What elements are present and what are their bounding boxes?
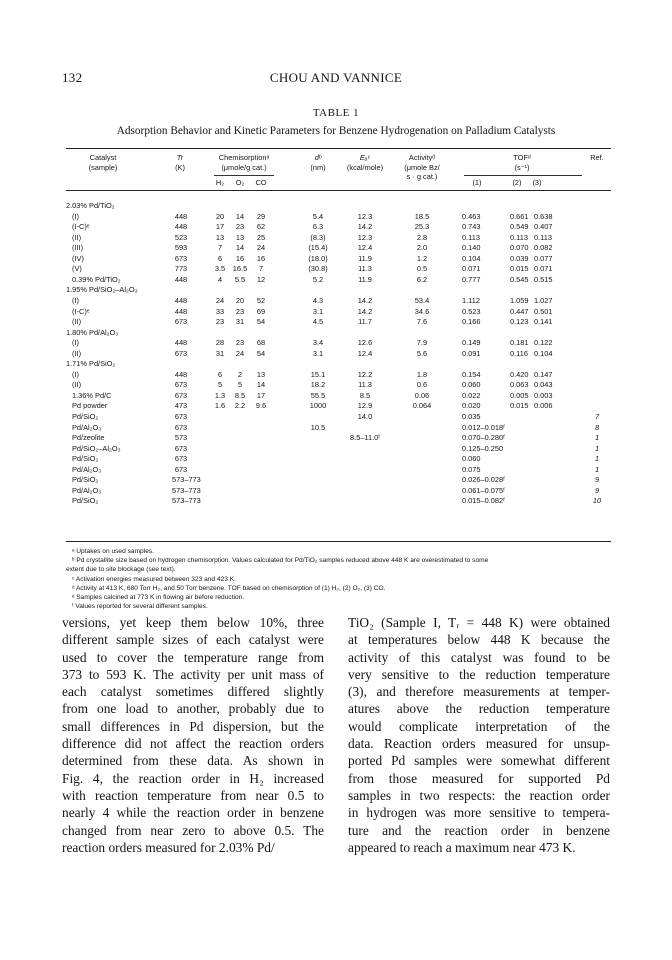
row-catalyst: (V) — [72, 264, 82, 274]
header-tof: TOFᵈ (s⁻¹) — [513, 153, 531, 172]
row-catalyst: 1.71% Pd/SiO₂ — [66, 359, 116, 369]
row-tr: 448 — [174, 306, 188, 316]
row-h2: 6 — [217, 253, 223, 263]
body-text-line: changed from near zero to above 0.5. The — [62, 822, 324, 838]
row-ref: 1 — [594, 433, 600, 443]
row-catalyst: (II) — [72, 232, 82, 242]
body-text-line: very sensitive to the reduction temperature — [348, 666, 610, 682]
row-t2: 0.039 — [510, 253, 529, 263]
row-d: 55.5 — [310, 390, 326, 400]
header-ea: Eₐᶜ (kcal/mole) — [346, 153, 384, 172]
row-catalyst: (II) — [72, 380, 82, 390]
header-tr: Tr (K) — [175, 153, 185, 172]
row-t3: 0.003 — [534, 390, 553, 400]
row-catalyst: (I-C)ᵉ — [72, 222, 90, 232]
row-catalyst: 1.80% Pd/Al₂O₃ — [66, 327, 119, 337]
row-ea: 14.2 — [357, 306, 373, 316]
row-t1: 0.777 — [462, 274, 481, 284]
row-t1: 0.060 — [462, 380, 481, 390]
table-label: TABLE 1 — [312, 107, 360, 119]
row-t2: 0.113 — [510, 232, 528, 242]
row-t2: 0.420 — [510, 369, 529, 379]
row-act: 2.0 — [416, 243, 428, 253]
row-t2: 0.181 — [510, 338, 529, 348]
row-t1: 0.022 — [462, 390, 481, 400]
row-o2: 8.5 — [234, 390, 246, 400]
row-ref: 1 — [594, 454, 600, 464]
table-footnotes — [66, 547, 611, 611]
row-o2: 2.2 — [234, 401, 246, 411]
row-ref: 1 — [594, 464, 600, 474]
row-t1: 0.104 — [462, 253, 481, 263]
row-t2: 0.063 — [510, 380, 529, 390]
row-tr: 673 — [174, 412, 188, 421]
row-co: 54 — [256, 348, 266, 358]
row-ea: 11.7 — [358, 317, 372, 327]
row-act: 6.2 — [416, 274, 428, 284]
row-o2: 23 — [235, 222, 245, 232]
row-ea: 12.3 — [357, 211, 373, 221]
body-text-line: activity of this catalyst was found to be — [348, 649, 610, 665]
row-catalyst: 1.95% Pd/SiO₂–Al₂O₃ — [66, 285, 138, 295]
row-d: 15.1 — [310, 369, 326, 379]
row-t2: 0.545 — [510, 274, 529, 284]
row-catalyst: (II) — [72, 317, 82, 327]
header-d: dᵇ (nm) — [310, 153, 326, 172]
row-h2: 24 — [215, 295, 225, 305]
row-h2: 1.3 — [214, 390, 226, 400]
row-t3: 1.027 — [534, 295, 553, 305]
row-d: 3.1 — [312, 306, 324, 316]
row-co: 29 — [256, 211, 266, 221]
row-d: 3.1 — [312, 348, 324, 358]
row-t3: 0.082 — [534, 243, 553, 253]
row-tr: 573–773 — [172, 496, 201, 506]
row-t1: 0.113 — [462, 232, 480, 242]
header-co: CO — [255, 178, 267, 187]
row-ea: 14.2 — [357, 295, 373, 305]
row-h2: 33 — [215, 306, 225, 316]
row-h2: 13 — [215, 232, 225, 242]
row-act: 1.8 — [416, 369, 428, 379]
row-t3: 0.077 — [534, 253, 553, 263]
footnote-d: ᵈ Activity at 413 K, 680 Torr H₂, and 50 Torr benzene. TOF based on chemisorption of (1) H₂, (2) O₂, (3) CO. — [72, 584, 386, 592]
body-text-line: from those measured for supported Pd — [348, 770, 610, 786]
chemisorption-sub-rule — [214, 175, 274, 176]
row-d: 6.3 — [312, 222, 324, 232]
table-caption: Adsorption Behavior and Kinetic Parameters for Benzene Hydrogenation on Palladium Catalysts — [116, 125, 556, 137]
row-o2: 24 — [235, 348, 245, 358]
body-text-line: ture and the reaction order in benzene — [348, 822, 610, 838]
row-act: 5.6 — [416, 348, 428, 358]
body-text-line: appeared to reach a maximum near 473 K. — [348, 839, 576, 855]
row-h2: 1.6 — [214, 401, 226, 411]
row-d: 4.3 — [312, 295, 324, 305]
body-text-line: samples in two respects: the reaction order — [348, 787, 610, 803]
body-text-line: reaction orders measured for 2.03% Pd/ — [62, 839, 275, 855]
row-tr: 673 — [174, 390, 188, 400]
row-act: 2.8 — [416, 232, 428, 242]
row-catalyst: 1.36% Pd/C — [72, 390, 112, 400]
row-o2: 5.5 — [234, 274, 246, 284]
body-text-line: atures above the reduction temperature — [348, 701, 610, 717]
row-co: 68 — [256, 338, 266, 348]
body-text-line: would complicate interpretation of the — [348, 718, 610, 734]
row-o2: 14 — [235, 211, 245, 221]
row-catalyst: Pd/SiO₂ — [72, 412, 99, 421]
row-h2: 5 — [217, 380, 223, 390]
row-o2: 23 — [235, 306, 245, 316]
row-t3: 0.141 — [534, 317, 553, 327]
body-text-line: small differences in Pd dispersion, but the — [62, 718, 324, 734]
row-catalyst: Pd/SiO₂ — [72, 454, 99, 464]
row-catalyst: (I) — [72, 369, 79, 379]
row-tr: 673 — [174, 253, 188, 263]
row-t1: 0.060 — [462, 454, 481, 464]
row-tr: 673 — [174, 443, 188, 453]
row-catalyst: (I) — [72, 295, 79, 305]
row-tr: 673 — [174, 422, 188, 432]
row-o2: 14 — [235, 243, 245, 253]
row-t1: 0.743 — [462, 222, 481, 232]
row-t3: 0.006 — [534, 401, 553, 411]
table-bottom-rule — [66, 541, 611, 542]
row-tr: 523 — [174, 232, 188, 242]
row-o2: 31 — [235, 317, 245, 327]
row-co: 12 — [256, 274, 266, 284]
body-text-line: used to cover the temperature range from — [62, 649, 324, 665]
row-catalyst: 2.03% Pd/TiO₂ — [66, 201, 115, 210]
row-tr: 573–773 — [172, 475, 201, 485]
row-co: 14 — [256, 380, 266, 390]
row-t3: 0.147 — [534, 369, 553, 379]
row-d: (18.0) — [308, 253, 328, 263]
row-tr: 673 — [174, 348, 188, 358]
body-text-line: data. Reaction orders measured for unsup- — [348, 736, 610, 752]
row-catalyst: (III) — [72, 243, 84, 253]
row-t1: 0.140 — [462, 243, 481, 253]
row-d: 18.2 — [310, 380, 326, 390]
row-ea: 14.0 — [357, 412, 373, 421]
row-act: 7.9 — [416, 338, 428, 348]
body-text-line: versions, yet keep them below 10%, three — [62, 615, 324, 630]
row-co: 69 — [256, 306, 266, 316]
row-ref: 9 — [594, 485, 600, 495]
row-t3: 0.043 — [534, 380, 553, 390]
row-catalyst: (I) — [72, 338, 79, 348]
row-t1: 0.091 — [462, 348, 481, 358]
row-h2: 23 — [215, 317, 225, 327]
row-act: 53.4 — [414, 295, 430, 305]
row-act: 0.6 — [416, 380, 428, 390]
body-text-left-column — [62, 614, 324, 856]
row-tr: 448 — [174, 274, 188, 284]
body-text-line: (3), and therefore measurements at temper- — [348, 684, 610, 700]
row-catalyst: Pd/Al₂O₃ — [72, 422, 102, 432]
row-act: 0.06 — [414, 390, 430, 400]
row-act: 7.6 — [416, 317, 428, 327]
row-h2: 3.5 — [214, 264, 226, 274]
row-tr: 573 — [174, 433, 188, 443]
body-text-line: TiO₂ (Sample I, Tᵣ = 448 K) were obtained — [348, 615, 610, 630]
row-tr: 448 — [174, 369, 188, 379]
row-act: 0.5 — [416, 264, 428, 274]
row-t1: 0.061–0.075ᶠ — [462, 485, 505, 495]
row-t2: 0.005 — [510, 390, 529, 400]
row-ea: 11.3 — [358, 380, 372, 390]
header-o2: O₂ — [235, 178, 245, 187]
header-tof-1: (1) — [472, 178, 482, 187]
row-tr: 448 — [174, 222, 188, 232]
row-t1: 0.523 — [462, 306, 481, 316]
row-o2: 2 — [237, 369, 243, 379]
row-t1: 0.125–0.250 — [462, 443, 504, 453]
footnote-b-cont: extent due to site blockage (see text). — [66, 566, 176, 574]
row-co: 17 — [256, 390, 266, 400]
body-text-line: in hydrogen was more sensitive to tempera- — [348, 805, 610, 821]
row-catalyst: (II) — [72, 348, 82, 358]
body-text-line: nearly 4 while the reaction order in benzene — [62, 805, 324, 821]
row-t1: 0.015–0.082ᶠ — [462, 496, 505, 506]
row-co: 52 — [256, 295, 266, 305]
row-tr: 448 — [174, 211, 188, 221]
row-tr: 593 — [174, 243, 188, 253]
footnote-b: ᵇ Pd crystallite size based on hydrogen chemisorption. Values calculated for Pd/TiO₂ samples reduced above 448 K are overestimated to some — [72, 557, 489, 565]
body-text-line: with reaction temperature from near 0.5 to — [62, 787, 324, 803]
row-t3: 0.501 — [534, 306, 553, 316]
body-text-line: difference did not affect the reaction orders — [62, 736, 324, 752]
row-t3: 0.071 — [534, 264, 553, 274]
page-header — [62, 70, 610, 86]
row-ea: 12.2 — [357, 369, 373, 379]
row-d: 3.4 — [312, 338, 324, 348]
row-catalyst: (I) — [72, 211, 79, 221]
row-ref: 8 — [594, 422, 600, 432]
row-co: 54 — [256, 317, 266, 327]
header-catalyst: Catalyst (sample) — [88, 153, 118, 172]
row-ea: 11.3 — [358, 264, 372, 274]
row-d: (15.4) — [308, 243, 328, 253]
body-text-line: different sample sizes of each catalyst were — [62, 632, 324, 648]
page-number: 132 — [62, 70, 83, 85]
row-t2: 0.661 — [510, 211, 529, 221]
row-act: 34.6 — [414, 306, 430, 316]
row-h2: 7 — [217, 243, 223, 253]
row-ea: 11.9 — [358, 274, 372, 284]
row-catalyst: Pd/SiO₂ — [72, 475, 99, 485]
body-text-line: 373 to 593 K. The activity per unit mass of — [62, 666, 324, 682]
row-act: 1.2 — [416, 253, 428, 263]
row-tr: 673 — [174, 464, 188, 474]
row-co: 7 — [258, 264, 264, 274]
row-h2: 4 — [217, 274, 223, 284]
row-ea: 8.5–11.0ᶠ — [350, 433, 380, 443]
row-tr: 673 — [174, 317, 188, 327]
row-t1: 0.075 — [462, 464, 481, 474]
row-ea: 8.5 — [359, 390, 371, 400]
row-catalyst: 0.39% Pd/TiO₂ — [72, 274, 121, 284]
row-ref: 10 — [592, 496, 602, 506]
row-ea: 12.4 — [357, 348, 373, 358]
body-text-line: ported Pd samples were somewhat different — [348, 753, 610, 769]
row-tr: 448 — [174, 295, 188, 305]
row-act: 25.3 — [414, 222, 430, 232]
row-t3: 0.407 — [534, 222, 553, 232]
row-catalyst: Pd/zeolite — [72, 433, 105, 443]
body-text-line: determined from these data. As shown in — [62, 753, 324, 769]
row-t2: 0.123 — [510, 317, 529, 327]
row-catalyst: (IV) — [72, 253, 84, 263]
row-t2: 0.447 — [510, 306, 529, 316]
row-o2: 5 — [237, 380, 243, 390]
row-h2: 28 — [215, 338, 225, 348]
row-ref: 9 — [594, 475, 600, 485]
row-ea: 12.4 — [357, 243, 373, 253]
row-co: 24 — [256, 243, 266, 253]
row-co: 9.6 — [255, 401, 267, 411]
row-d: 4.5 — [312, 317, 324, 327]
row-o2: 20 — [235, 295, 245, 305]
row-t1: 0.012–0.018ᶠ — [462, 422, 505, 432]
row-act: 0.064 — [412, 401, 432, 411]
row-ea: 12.9 — [357, 401, 373, 411]
row-d: (8.3) — [310, 232, 326, 242]
row-ea: 14.2 — [357, 222, 373, 232]
header-h2: H₂ — [215, 178, 225, 187]
row-t1: 0.463 — [462, 211, 481, 221]
row-t1: 0.070–0.280ᶠ — [462, 433, 505, 443]
body-text-line: from one load to another, probably due to — [62, 701, 324, 717]
row-t1: 1.112 — [462, 295, 480, 305]
row-d: 1000 — [309, 401, 327, 411]
row-t2: 0.116 — [510, 348, 528, 358]
row-o2: 16 — [235, 253, 245, 263]
row-t1: 0.166 — [462, 317, 481, 327]
row-tr: 673 — [174, 380, 188, 390]
row-o2: 16.5 — [232, 264, 248, 274]
footnote-a: ᵃ Uptakes on used samples. — [72, 548, 154, 555]
row-h2: 17 — [215, 222, 225, 232]
row-t2: 0.070 — [510, 243, 529, 253]
row-t2: 0.549 — [510, 222, 529, 232]
footnote-f: ᶠ Values reported for several different samples. — [72, 603, 208, 611]
row-tr: 448 — [174, 338, 188, 348]
row-h2: 31 — [215, 348, 225, 358]
row-ea: 11.9 — [358, 253, 372, 263]
row-t3: 0.515 — [534, 274, 553, 284]
row-t3: 0.104 — [534, 348, 553, 358]
header-ref: Ref. — [590, 153, 604, 162]
header-activity: Activityᵈ (μmole Bz/ s · g cat.) — [404, 153, 440, 181]
row-ea: 12.3 — [357, 232, 373, 242]
row-t1: 0.026–0.028ᶠ — [462, 475, 505, 485]
row-ref: 1 — [594, 443, 600, 453]
row-o2: 13 — [235, 232, 245, 242]
header-bottom-rule — [66, 190, 611, 191]
row-t3: 0.638 — [534, 211, 553, 221]
row-d: (30.8) — [308, 264, 328, 274]
row-act: 18.5 — [414, 211, 430, 221]
row-co: 25 — [256, 232, 266, 242]
row-co: 62 — [256, 222, 266, 232]
tof-sub-rule — [464, 175, 582, 176]
body-text-right-column — [348, 614, 610, 856]
row-o2: 23 — [235, 338, 245, 348]
body-text-line: at temperatures below 448 K because the — [348, 632, 610, 648]
row-catalyst: Pd/Al₂O₃ — [72, 485, 102, 495]
row-catalyst: Pd/SiO₂ — [72, 496, 99, 506]
row-catalyst: Pd/Al₂O₃ — [72, 464, 102, 474]
row-catalyst: Pd/SiO₂–Al₂O₃ — [72, 443, 121, 453]
row-h2: 20 — [215, 211, 225, 221]
row-t2: 0.015 — [510, 264, 529, 274]
row-t1: 0.035 — [462, 412, 481, 421]
row-ref: 7 — [594, 412, 600, 421]
row-tr: 773 — [174, 264, 188, 274]
table-top-rule — [66, 148, 611, 149]
row-d: 5.2 — [312, 274, 324, 284]
row-t3: 0.113 — [534, 232, 552, 242]
header-tof-2: (2) — [512, 178, 522, 187]
row-catalyst: Pd powder — [72, 401, 108, 411]
row-t1: 0.149 — [462, 338, 481, 348]
row-t2: 1.059 — [510, 295, 529, 305]
row-tr: 573–773 — [172, 485, 201, 495]
row-ea: 12.6 — [357, 338, 373, 348]
row-d: 10.5 — [310, 422, 326, 432]
row-h2: 6 — [217, 369, 223, 379]
row-t3: 0.122 — [534, 338, 553, 348]
row-t2: 0.015 — [510, 401, 529, 411]
row-co: 13 — [256, 369, 266, 379]
footnote-c: ᶜ Activation energies measured between 323 and 423 K. — [72, 575, 236, 583]
row-catalyst: (I-C)ᵉ — [72, 306, 90, 316]
body-text-line: each catalyst sometimes differed slightly — [62, 684, 324, 700]
footnote-e: ᵉ Samples calcined at 773 K in flowing air before reduction. — [72, 594, 245, 602]
header-tof-3: (3) — [532, 178, 542, 187]
row-t1: 0.020 — [462, 401, 481, 411]
row-t1: 0.071 — [462, 264, 481, 274]
running-head: CHOU AND VANNICE — [269, 70, 403, 85]
row-tr: 473 — [174, 401, 188, 411]
row-tr: 673 — [174, 454, 188, 464]
header-chemisorption: Chemisorptionᵃ (μmole/g cat.) — [218, 153, 270, 172]
row-t1: 0.154 — [462, 369, 481, 379]
row-d: 5.4 — [312, 211, 324, 221]
row-co: 16 — [256, 253, 266, 263]
body-text-line: Fig. 4, the reaction order in H₂ increased — [62, 770, 324, 786]
